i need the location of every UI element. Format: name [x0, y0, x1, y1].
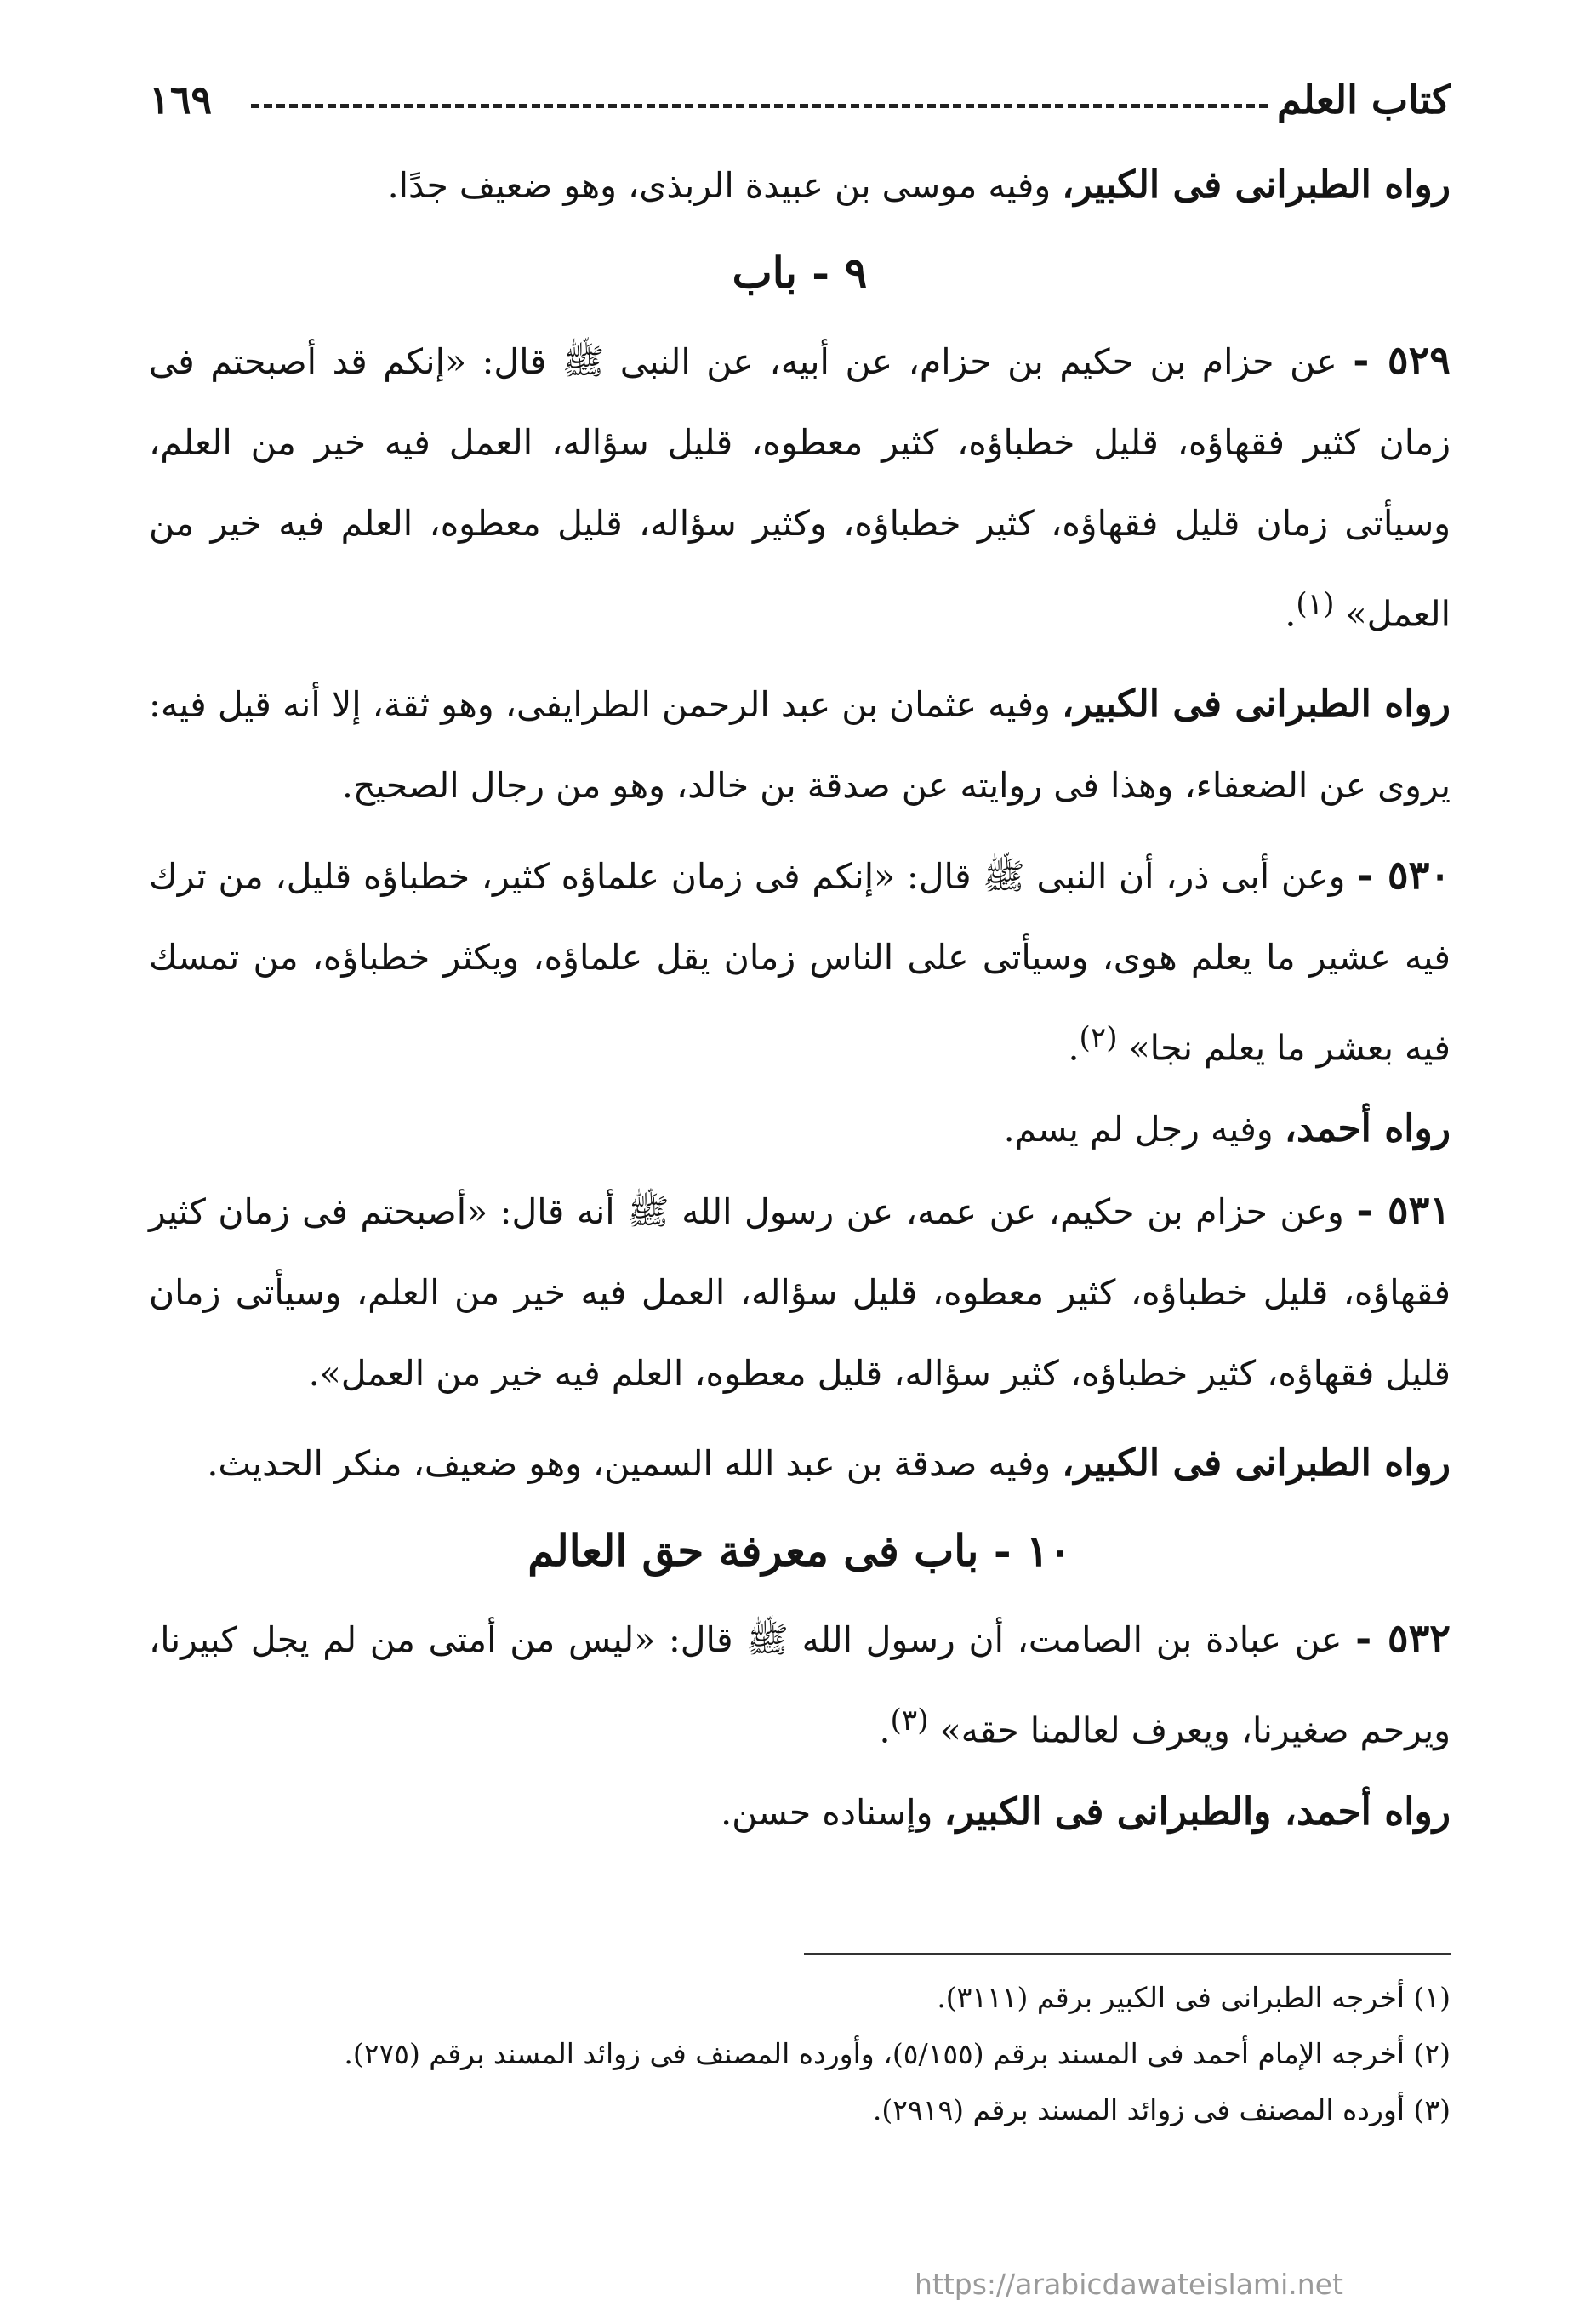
footnote-rule: [804, 1953, 1451, 1955]
footnote-ref: (٢): [1079, 1020, 1118, 1055]
section-heading: ٩ - باب: [732, 248, 868, 298]
page-number: ١٦٩: [149, 77, 213, 123]
narration-note: [149, 145, 1451, 226]
watermark-url: https://arabicdawateislami.net: [915, 2268, 1343, 2301]
page-header: [149, 77, 1451, 136]
footnote-1: (١) أخرجه الطبرانى فى الكبير برقم (٣١١١).: [937, 1981, 1451, 2014]
note-text: وإسناده حسن.: [721, 1791, 944, 1833]
note-text: وفيه رجل لم يسم.: [1003, 1109, 1285, 1150]
footnote-2: (٢) أخرجه الإمام أحمد فى المسند برقم (٥/١٥٥)، وأورده المصنف فى زوائد المسند برقم (٢٧٥).: [344, 2037, 1451, 2070]
hadith-number: ٥٣٢ -: [1355, 1615, 1451, 1662]
note-source: رواه الطبرانى فى الكبير،: [1062, 1441, 1451, 1486]
narration-note: [149, 1772, 1451, 1853]
hadith-text: عن حزام بن حكيم بن حزام، عن أبيه، عن النبى ﷺ قال: «إنكم قد أصبحتم فى زمان كثير فقهاؤه، قليل خطباؤه، كثير معطوه، قليل سؤاله، العمل فيه خير من العلم، وسيأتى زمان قليل فقهاؤه، كثير خطباؤه، وكثير سؤاله، قليل معطوه، العلم فيه خير من العمل»: [149, 341, 1451, 635]
section-heading: ١٠ - باب فى معرفة حق العالم: [527, 1526, 1072, 1577]
hadith-531: [149, 1170, 1451, 1414]
book-page: [149, 51, 1451, 2297]
hadith-530: ٥٣٠ - وعن أبى ذر، أن النبى ﷺ قال: «إنكم فى زمان علماؤه كثير، خطباؤه قليل، من ترك فيه عشير ما يعلم هوى، وسيأتى على الناس زمان يقل علماؤه، ويكثر خطباؤه، من تمسك فيه بعشر ما يعلم نجا» $^{(٢)}$.: [149, 851, 1451, 1069]
hadith-number: ٥٣١ -: [1356, 1187, 1451, 1234]
book-title: كتاب العلم: [1277, 77, 1451, 123]
footnote-3: (٣) أورده المصنف فى زوائد المسند برقم (٢٩١٩).: [872, 2093, 1451, 2126]
hadith-text: عن عبادة بن الصامت، أن رسول الله ﷺ قال: «ليس من أمتى من لم يجل كبيرنا، ويرحم صغيرنا، ويعرف لعالمنا حقه»: [149, 1619, 1451, 1751]
hadith-number: ٥٣٠ -: [1357, 851, 1451, 898]
footnotes: [149, 1970, 1451, 2138]
note-source: رواه الطبرانى فى الكبير،: [1062, 163, 1451, 207]
note-source: رواه أحمد، والطبرانى فى الكبير،: [943, 1789, 1451, 1834]
narration-note: [149, 664, 1451, 826]
hadith-532: ٥٣٢ - عن عبادة بن الصامت، أن رسول الله ﷺ قال: «ليس من أمتى من لم يجل كبيرنا، ويرحم صغيرنا، ويعرف لعالمنا حقه» $^{(٣)}$.: [149, 1615, 1451, 1751]
hadith-text: وعن أبى ذر، أن النبى ﷺ قال: «إنكم فى زمان علماؤه كثير، خطباؤه قليل، من ترك فيه عشير ما يعلم هوى، وسيأتى على الناس زمان يقل علماؤه، ويكثر خطباؤه، من تمسك فيه بعشر ما يعلم نجا»: [149, 855, 1451, 1069]
narration-note: [149, 1423, 1451, 1504]
note-source: رواه الطبرانى فى الكبير،: [1062, 682, 1451, 726]
narration-note: [149, 1088, 1451, 1170]
header-rule: [251, 104, 1268, 108]
hadith-529: ٥٢٩ - عن حزام بن حكيم بن حزام، عن أبيه، عن النبى ﷺ قال: «إنكم قد أصبحتم فى زمان كثير فقهاؤه، قليل خطباؤه، كثير معطوه، قليل سؤاله، العمل فيه خير من العلم، وسيأتى زمان قليل فقهاؤه، كثير خطباؤه، وكثير سؤاله، قليل معطوه، العلم فيه خير من العمل» $^{(١)}$.: [149, 337, 1451, 635]
page-body: [149, 145, 1451, 1853]
note-source: رواه أحمد،: [1284, 1107, 1451, 1151]
hadith-number: ٥٢٩ -: [1353, 337, 1451, 383]
note-text: وفيه عثمان بن عبد الرحمن الطرايفى، وهو ثقة، إلا أنه قيل فيه: يروى عن الضعفاء، وهذا فى روايته عن صدقة بن خالد، وهو من رجال الصحيح.: [149, 683, 1451, 806]
footnote-ref: (١): [1296, 587, 1335, 621]
footnote-ref: (٣): [890, 1704, 929, 1738]
note-text: وفيه صدقة بن عبد الله السمين، وهو ضعيف، منكر الحديث.: [207, 1443, 1063, 1485]
hadith-text: وعن حزام بن حكيم، عن عمه، عن رسول الله ﷺ أنه قال: «أصبحتم فى زمان كثير فقهاؤه، قليل خطباؤه، كثير معطوه، قليل سؤاله، العمل فيه خير من العلم، وسيأتى زمان قليل فقهاؤه، كثير خطباؤه، كثير سؤاله، قليل معطوه، العلم فيه خير من العمل».: [149, 1191, 1451, 1395]
note-text: وفيه موسى بن عبيدة الربذى، وهو ضعيف جدًا.: [387, 165, 1063, 206]
